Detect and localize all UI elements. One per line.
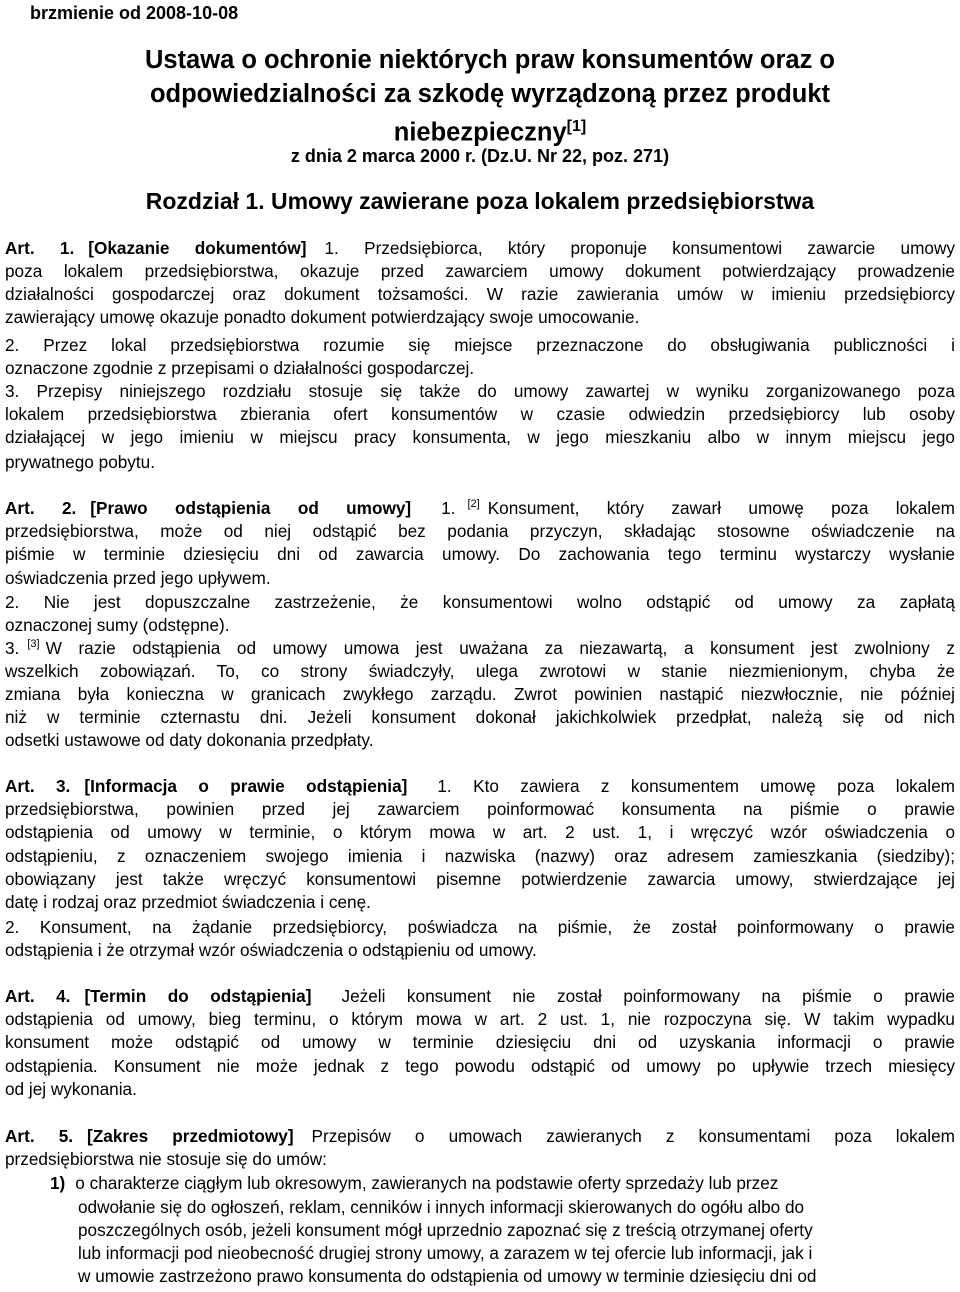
art4-heading: [Termin do odstąpienia] (84, 986, 312, 1006)
footnote-ref-3[interactable]: [3] (27, 638, 40, 650)
art3-line-1 (5, 775, 955, 797)
act-title-line-2: odpowiedzialności za szkodę wyrządzoną przez produkt (149, 80, 831, 108)
footnote-ref-1[interactable]: [1] (566, 118, 587, 135)
art2-line-10: niż w terminie czternastu dni. Jeżeli konsument dokonał jakichkolwiek przedpłat, należą się od nich (5, 707, 955, 727)
art3-line-4: odstąpieniu, z oznaczeniem swojego imienia i nazwiska (nazwy) oraz adresem zamieszkania (siedziby); (5, 846, 955, 866)
version-status: brzmienie od 2008-10-08 (30, 3, 239, 23)
art1-label: Art. 1. (5, 238, 75, 258)
act-title-line-1: Ustawa o ochronie niektórych praw konsumentów oraz o (144, 46, 836, 74)
art5-item1-line-2: odwołanie się do ogłoszeń, reklam, cenników i innych informacji skierowanych do ogółu albo do (78, 1197, 805, 1217)
art1-line-8: lokalem przedsiębiorstwa zbierania ofert konsumentów w czasie odwiedzin przedsiębiorcy lub osoby (5, 404, 955, 424)
art5-label: Art. 5. (5, 1126, 74, 1146)
art2-para3-number: 3. (5, 638, 20, 658)
art2-text: Konsument, który zawarł umowę poza lokalem (487, 498, 955, 518)
art2-line-3: piśmie w terminie dziesięciu dni od zawarcia umowy. Do zachowania tego terminu wystarczy wysłanie (5, 544, 955, 564)
art3-line-5: obowiązany jest także wręczyć konsumentowi pisemne potwierdzenie zawarcia umowy, stwierdzające jej (5, 869, 955, 889)
act-date-reference: z dnia 2 marca 2000 r. (Dz.U. Nr 22, poz. 271) (290, 146, 670, 166)
art2-line-5: 2. Nie jest dopuszczalne zastrzeżenie, że konsumentowi wolno odstąpić od umowy za zapłatą (5, 592, 955, 612)
art4-line-1 (5, 985, 955, 1007)
art2-para3-text: W razie odstąpienia od umowy umowa jest uważana za niezawartą, a konsument jest zwolniony z (45, 638, 955, 658)
art5-item1-line-3: poszczególnych osób, jeżeli konsument mógł uprzednio zapoznać się z treścią otrzymanej oferty (78, 1220, 813, 1240)
art1-text: 1. Przedsiębiorca, który proponuje konsumentowi zawarcie umowy (324, 238, 955, 258)
art2-line-9: zmiana była konieczna w granicach zwykłego zarządu. Zwrot powinien nastąpić niezwłocznie, nie później (5, 684, 955, 704)
art3-heading: [Informacja o prawie odstąpienia] (84, 776, 408, 796)
act-title-line-3 (60, 110, 920, 150)
art2-line-1 (5, 497, 955, 519)
art1-line-9: działającej w jego imieniu w miejscu pracy konsumenta, w jego mieszkaniu albo w innym miejscu jego (5, 427, 955, 447)
art2-line-7 (5, 637, 955, 659)
art5-heading: [Zakres przedmiotowy] (87, 1126, 294, 1146)
act-title-word: niebezpieczny (393, 118, 567, 147)
art3-line-7: 2. Konsument, na żądanie przedsiębiorcy, poświadcza na piśmie, że został poinformowany o prawie (5, 917, 955, 937)
art2-line-2: przedsiębiorstwa, może od niej odstąpić bez podania przyczyn, składając stosowne oświadczenie na (5, 521, 955, 541)
art3-line-6: datę i rodzaj oraz przedmiot świadczenia i cenę. (5, 892, 371, 912)
art5-text: Przepisów o umowach zawieranych z konsumentami poza lokalem (311, 1126, 955, 1146)
art4-line-4: odstąpienia. Konsument nie może jednak z tego powodu odstąpić od umowy po upływie trzech miesięcy (5, 1056, 955, 1076)
art1-line-3: działalności gospodarczej oraz dokument tożsamości. W razie zawierania umów w imieniu przedsiębiorcy (5, 284, 955, 304)
art1-line-5: 2. Przez lokal przedsiębiorstwa rozumie się miejsce przeznaczone do obsługiwania publiczności i (5, 335, 955, 355)
art2-para1-number: 1. (441, 498, 456, 518)
art3-line-8: odstąpienia i że otrzymał wzór oświadczenia o odstąpieniu od umowy. (5, 940, 537, 960)
art4-text: Jeżeli konsument nie został poinformowany na piśmie o prawie (341, 986, 955, 1006)
art5-line-1 (5, 1125, 955, 1147)
art1-line-6: oznaczone zgodnie z przepisami o działalności gospodarczej. (5, 358, 475, 378)
art4-label: Art. 4. (5, 986, 71, 1006)
art4-line-3: konsument może odstąpić od umowy w terminie dziesięciu dni od uzyskania informacji o prawie (5, 1032, 955, 1052)
art3-line-3: odstąpienia od umowy w terminie, o którym mowa w art. 2 ust. 1, i wręczyć wzór oświadczenia o (5, 822, 955, 842)
art3-line-2: przedsiębiorstwa, powinien przed jej zawarciem poinformować konsumenta na piśmie o prawie (5, 799, 955, 819)
art2-line-8: wszelkich zobowiązań. To, co strony świadczyły, ulega zwrotowi w stanie niezmienionym, chyba że (5, 661, 955, 681)
art5-item1-line-5: w umowie zastrzeżono prawo konsumenta do odstąpienia od umowy w terminie dziesięciu dni od (78, 1266, 817, 1286)
art2-line-4: oświadczenia przed jego upływem. (5, 568, 271, 588)
art1-line-4: zawierający umowę okazuje ponadto dokument potwierdzający swoje umocowanie. (5, 307, 640, 327)
art2-line-6: oznaczonej sumy (odstępne). (5, 615, 230, 635)
art3-text: 1. Kto zawiera z konsumentem umowę poza lokalem (437, 776, 955, 796)
chapter-heading: Rozdział 1. Umowy zawierane poza lokalem przedsiębiorstwa (145, 188, 815, 214)
art3-label: Art. 3. (5, 776, 71, 796)
art1-heading: [Okazanie dokumentów] (88, 238, 307, 258)
art5-item1-number: 1) (50, 1173, 66, 1193)
art5-item1-line-1 (50, 1172, 955, 1194)
art4-line-5: od jej wykonania. (5, 1079, 137, 1099)
footnote-ref-2[interactable]: [2] (467, 498, 480, 510)
art1-line-1 (5, 237, 955, 259)
art1-line-7: 3. Przepisy niniejszego rozdziału stosuje się także do umowy zawartej w wyniku zorganizowanego poza (5, 381, 955, 401)
art2-heading: [Prawo odstąpienia od umowy] (90, 498, 412, 518)
art5-item1-line-4: lub informacji pod nieobecność drugiej strony umowy, a zarazem w tej ofercie lub informacji, jak i (78, 1243, 813, 1263)
art1-line-10: prywatnego pobytu. (5, 452, 156, 472)
art4-line-2: odstąpienia od umowy, bieg terminu, o którym mowa w art. 2 ust. 1, nie rozpoczyna się. W takim wypadku (5, 1009, 955, 1029)
art2-line-11: odsetki ustawowe od daty dokonania przedpłaty. (5, 730, 374, 750)
art5-item1-text: o charakterze ciągłym lub okresowym, zawieranych na podstawie oferty sprzedaży lub przez (75, 1173, 779, 1193)
art2-label: Art. 2. (5, 498, 77, 518)
art5-line-2: przedsiębiorstwa nie stosuje się do umów: (5, 1149, 327, 1169)
art1-line-2: poza lokalem przedsiębiorstwa, okazuje przed zawarciem umowy dokument potwierdzający prowadzenie (5, 261, 955, 281)
